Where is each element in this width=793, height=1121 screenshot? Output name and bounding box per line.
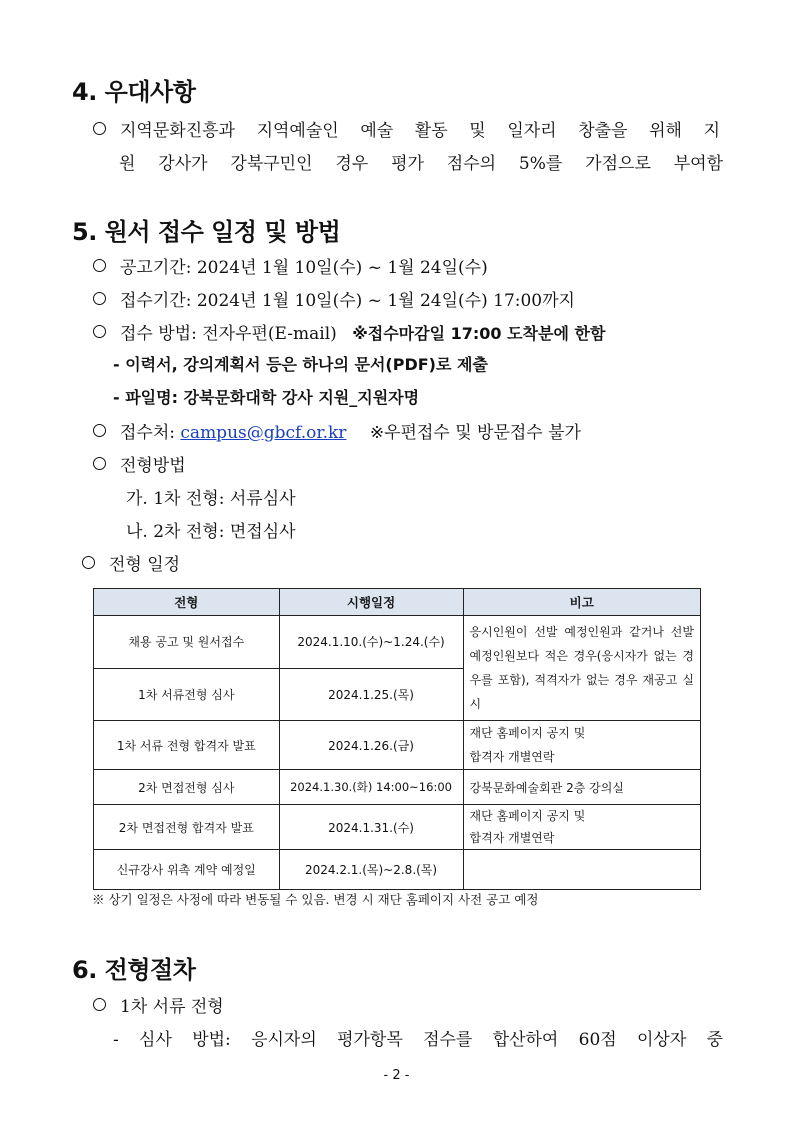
notice-period-item: 공고기간: 2024년 1월 10일(수) ~ 1월 24일(수) bbox=[93, 253, 488, 278]
sec4-line-2: 원 강사가 강북구민인 경우 평가 점수의 5%를 가점으로 부여함 bbox=[119, 154, 723, 174]
stage-cell: 1차 서류전형 심사 bbox=[94, 668, 280, 721]
section-4-heading: 4. 우대사항 bbox=[72, 78, 196, 106]
stage-cell: 신규강사 위촉 계약 예정일 bbox=[94, 850, 280, 890]
date-cell: 2024.2.1.(목)~2.8.(목) bbox=[279, 850, 463, 890]
receipt-method-item: 접수 방법: 전자우편(E-mail) ※접수마감일 17:00 도착분에 한함 bbox=[93, 319, 605, 344]
schedule-footnote: ※ 상기 일정은 사정에 따라 변동될 수 있음. 변경 시 재단 홈페이지 사전 공고 예정 bbox=[92, 892, 539, 907]
no-mail-visit-note: ※우편접수 및 방문접수 불가 bbox=[369, 423, 581, 443]
receipt-place-item: 접수처: campus@gbcf.or.kr ※우편접수 및 방문접수 불가 bbox=[93, 418, 581, 443]
table-row bbox=[94, 721, 701, 770]
column-header: 비고 bbox=[463, 589, 700, 616]
table-row bbox=[94, 850, 701, 890]
first-screening-item: 1차 서류 전형 bbox=[93, 992, 224, 1017]
screening-method-item: 전형방법 bbox=[93, 451, 186, 476]
stage-cell: 2차 면접전형 심사 bbox=[94, 770, 280, 805]
note-cell: 응시인원이 선발 예정인원과 같거나 선발 예정인원보다 적은 경우(응시자가 없는 경우를 포함), 적격자가 없는 경우 재공고 실시 bbox=[463, 616, 700, 721]
table-header-row bbox=[94, 589, 701, 616]
email-link[interactable]: campus@gbcf.or.kr bbox=[180, 423, 347, 443]
table-row bbox=[94, 770, 701, 805]
submit-format-note: - 이력서, 강의계획서 등은 하나의 문서(PDF)로 제출 bbox=[113, 355, 488, 374]
table-row bbox=[94, 805, 701, 850]
section-6-heading: 6. 전형절차 bbox=[72, 956, 196, 984]
date-cell: 2024.1.31.(수) bbox=[279, 805, 463, 850]
column-header: 전형 bbox=[94, 589, 280, 616]
screening-step-2: 나. 2차 전형: 면접심사 bbox=[126, 522, 296, 542]
schedule-item: 전형 일정 bbox=[82, 550, 180, 575]
hollow-circle-bullet-icon bbox=[93, 998, 106, 1011]
stage-cell: 2차 면접전형 합격자 발표 bbox=[94, 805, 280, 850]
date-cell: 2024.1.10.(수)~1.24.(수) bbox=[279, 616, 463, 669]
stage-cell: 채용 공고 및 원서접수 bbox=[94, 616, 280, 669]
receipt-period-item: 접수기간: 2024년 1월 10일(수) ~ 1월 24일(수) 17:00까지 bbox=[93, 286, 575, 311]
date-cell: 2024.1.25.(목) bbox=[279, 668, 463, 721]
stage-cell: 1차 서류 전형 합격자 발표 bbox=[94, 721, 280, 770]
hollow-circle-bullet-icon bbox=[93, 122, 106, 135]
note-cell: 재단 홈페이지 공지 및 합격자 개별연락 bbox=[463, 805, 700, 850]
hollow-circle-bullet-icon bbox=[93, 259, 106, 272]
hollow-circle-bullet-icon bbox=[93, 457, 106, 470]
page-number: - 2 - bbox=[383, 1068, 410, 1083]
table-row bbox=[94, 616, 701, 669]
hollow-circle-bullet-icon bbox=[93, 292, 106, 305]
hollow-circle-bullet-icon bbox=[93, 325, 106, 338]
date-cell: 2024.1.30.(화) 14:00~16:00 bbox=[279, 770, 463, 805]
deadline-note: ※접수마감일 17:00 도착분에 한함 bbox=[352, 324, 606, 343]
section-5-heading: 5. 원서 접수 일정 및 방법 bbox=[72, 218, 341, 246]
hollow-circle-bullet-icon bbox=[93, 424, 106, 437]
screening-step-1: 가. 1차 전형: 서류심사 bbox=[126, 489, 296, 509]
hollow-circle-bullet-icon bbox=[82, 556, 95, 569]
file-name-note: - 파일명: 강북문화대학 강사 지원_지원자명 bbox=[113, 388, 420, 407]
review-method-line: - 심사 방법: 응시자의 평가항목 점수를 합산하여 60점 이상자 중 bbox=[113, 1030, 723, 1050]
note-cell: 강북문화예술회관 2층 강의실 bbox=[463, 770, 700, 805]
schedule-table bbox=[93, 588, 701, 890]
note-cell: 재단 홈페이지 공지 및 합격자 개별연락 bbox=[463, 721, 700, 770]
sec4-line-1: 지역문화진흥과 지역예술인 예술 활동 및 일자리 창출을 위해 지 bbox=[93, 116, 723, 141]
column-header: 시행일정 bbox=[279, 589, 463, 616]
note-cell bbox=[463, 850, 700, 890]
date-cell: 2024.1.26.(금) bbox=[279, 721, 463, 770]
